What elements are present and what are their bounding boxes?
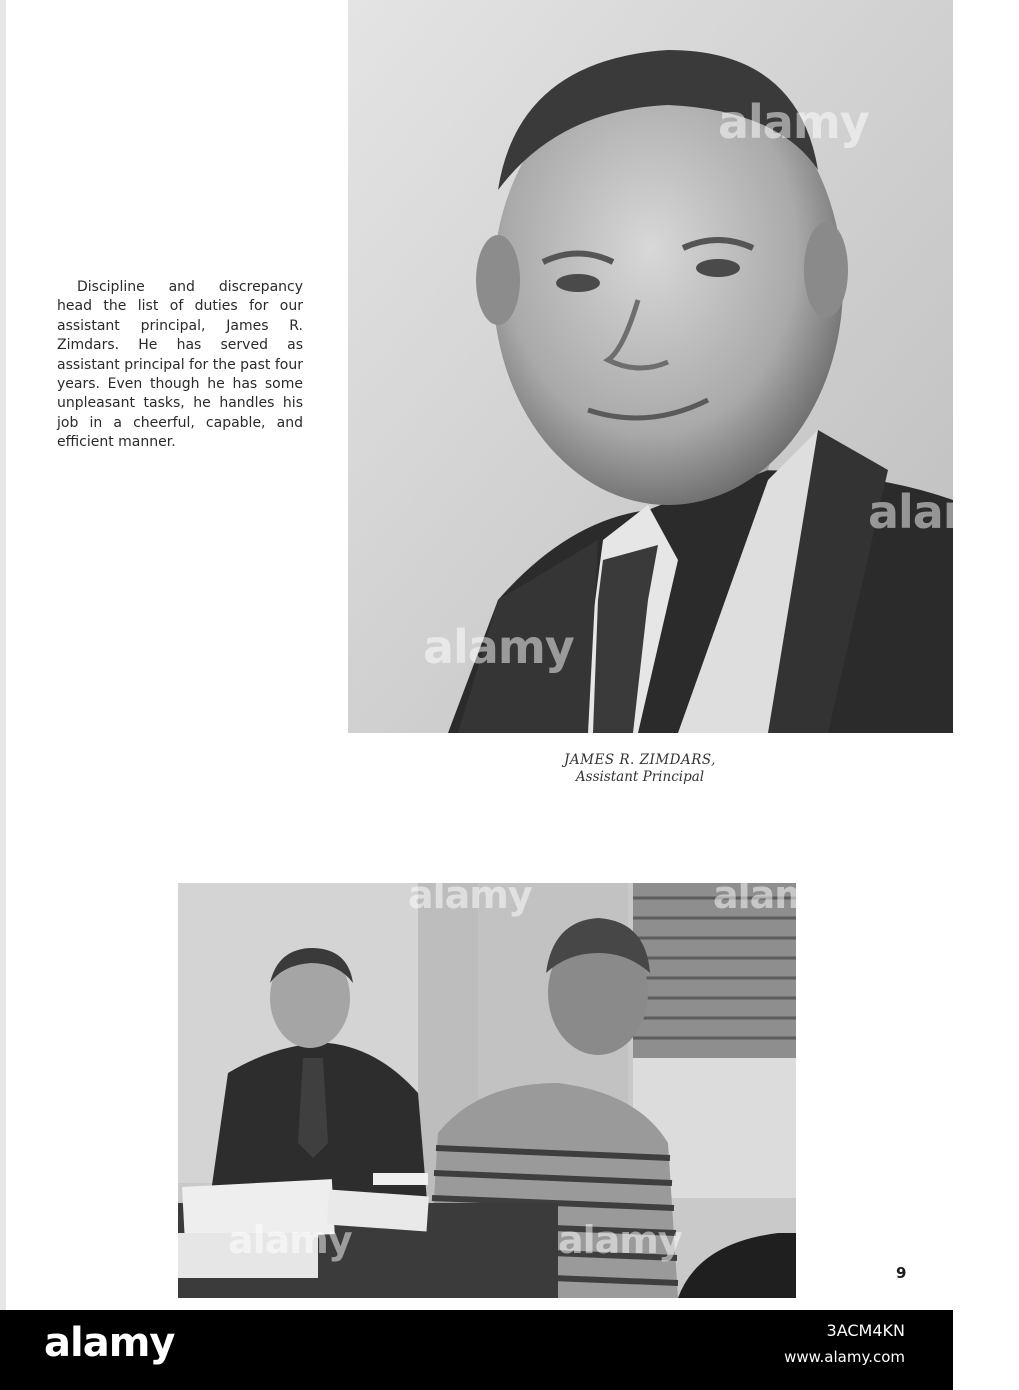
page-number: 9 <box>896 1264 907 1282</box>
watermark: alamy <box>713 873 837 917</box>
watermark: alamy <box>408 873 532 917</box>
watermark: alamy <box>718 95 869 149</box>
watermark: alamy <box>423 620 574 674</box>
stock-footer-bar <box>0 1310 953 1390</box>
stock-image-id: 3ACM4KN <box>826 1321 905 1340</box>
watermark: alamy <box>228 1218 352 1262</box>
portrait-photo <box>348 0 1019 733</box>
office-photo <box>178 873 837 1298</box>
intro-paragraph: Discipline and discrepancy head the list of duties for our assistant principal, James R. Zimdars. He has served as assistant principal for the past four years. Even though he has some unpleasant tasks, he handles his job in a cheerful, capable, and efficient manner. <box>57 279 303 451</box>
watermark: alamy <box>558 1218 682 1262</box>
watermark: alamy <box>868 485 1019 539</box>
portrait-caption <box>520 752 760 786</box>
caption-title: Assistant Principal <box>575 769 705 785</box>
stock-url[interactable]: www.alamy.com <box>784 1348 905 1366</box>
stock-logo: alamy <box>44 1320 175 1366</box>
stock-info <box>784 1318 905 1370</box>
caption-name: JAMES R. ZIMDARS, <box>564 752 716 768</box>
page-edge <box>0 0 6 1310</box>
